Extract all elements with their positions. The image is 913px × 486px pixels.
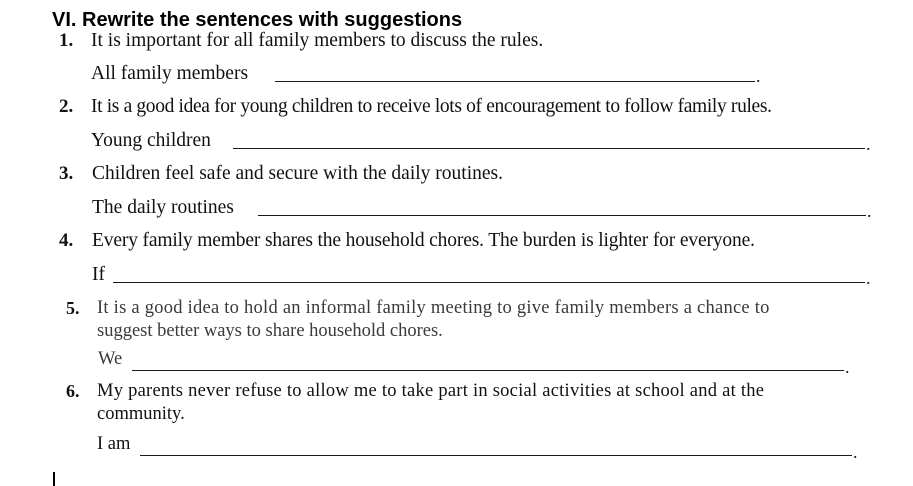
answer-prompt: We: [98, 349, 123, 369]
end-period: .: [866, 268, 871, 288]
item-number: 6.: [66, 381, 80, 401]
answer-blank-line[interactable]: [258, 215, 866, 216]
item-number: 2.: [59, 96, 74, 117]
answer-blank-line[interactable]: [132, 370, 844, 371]
answer-prompt: I am: [97, 434, 131, 454]
end-period: .: [845, 357, 850, 377]
item-sentence-line-1: It is a good idea to hold an informal family meeting to give family members a chance to: [97, 298, 770, 318]
item-sentence-line-2: suggest better ways to share household chores.: [97, 321, 443, 341]
end-period: .: [867, 201, 872, 221]
item-number: 1.: [59, 30, 74, 51]
item-sentence-line-2: community.: [97, 404, 185, 424]
answer-prompt: Young children: [91, 130, 211, 151]
end-period: .: [866, 134, 871, 154]
item-sentence: Children feel safe and secure with the daily routines.: [92, 163, 503, 184]
item-sentence: It is a good idea for young children to receive lots of encouragement to follow family rules.: [91, 96, 772, 117]
answer-blank-line[interactable]: [275, 81, 755, 82]
item-sentence-line-1: My parents never refuse to allow me to take part in social activities at school and at the: [97, 381, 765, 401]
answer-prompt: If: [92, 264, 105, 285]
end-period: .: [756, 66, 761, 86]
scan-mark: [53, 472, 55, 486]
answer-blank-line[interactable]: [233, 148, 865, 149]
item-number: 5.: [66, 298, 80, 318]
exercise-heading: VI. Rewrite the sentences with suggestions: [52, 9, 463, 31]
item-sentence: It is important for all family members to discuss the rules.: [91, 30, 544, 51]
item-number: 4.: [59, 230, 74, 251]
item-sentence: Every family member shares the household chores. The burden is lighter for everyone.: [92, 230, 755, 251]
answer-blank-line[interactable]: [113, 282, 865, 283]
end-period: .: [853, 442, 858, 462]
answer-prompt: All family members: [91, 63, 249, 84]
answer-blank-line[interactable]: [140, 455, 852, 456]
answer-prompt: The daily routines: [92, 197, 234, 218]
item-number: 3.: [59, 163, 74, 184]
